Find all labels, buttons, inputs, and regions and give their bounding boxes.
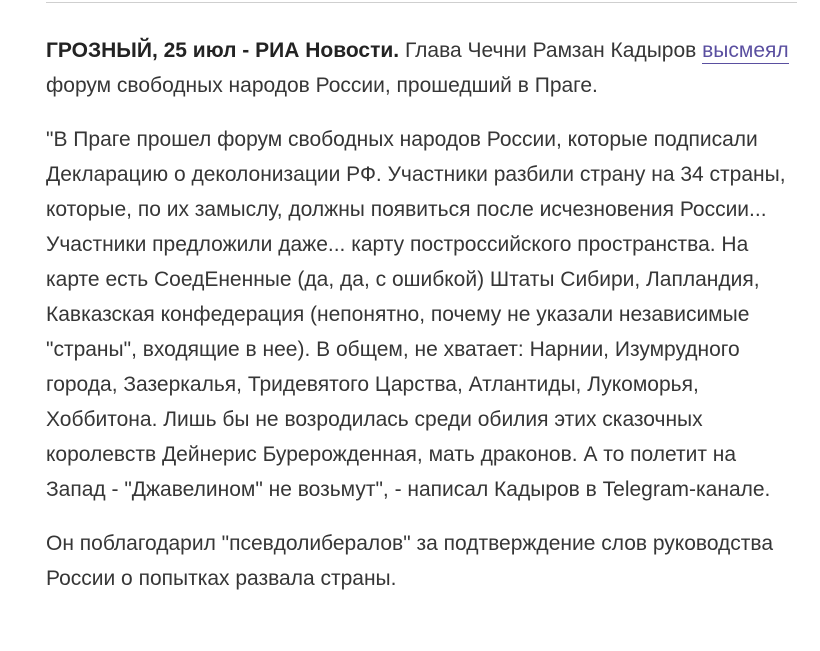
lead-paragraph — [46, 33, 798, 103]
inline-link-mocked[interactable]: высмеял — [702, 39, 789, 62]
dateline: ГРОЗНЫЙ, 25 июл - РИА Новости. — [46, 39, 400, 62]
lead-text-after-link: форум свободных народов России, прошедший в Праге. — [46, 74, 598, 97]
lead-text-before-link: Глава Чечни Рамзан Кадыров — [399, 39, 703, 62]
closing-paragraph: Он поблагодарил "псевдолибералов" за подтверждение слов руководства России о попытках развала страны. — [46, 532, 774, 590]
top-divider — [46, 2, 797, 3]
article-body — [46, 33, 798, 615]
quote-paragraph: "В Праге прошел форум свободных народов России, которые подписали Декларацию о деколонизации РФ. Участники разбили страну на 34 страны, которые, по их замыслу, должны появиться после исчезновения России... Участники предложили даже... карту построссийского пространства. На карте есть СоедЕненные (да, да, с ошибкой) Штаты Сибири, Лапландия, Кавказская конфедерация (непонятно, почему не указали независимые "страны", входящие в нее). В общем, не хватает: Нарнии, Изумрудного города, Зазеркалья, Тридевятого Царства, Атлантиды, Лукоморья, Хоббитона. Лишь бы не возродилась среди обилия этих сказочных королевств Дейнерис Бурерожденная, мать драконов. А то полетит на Запад - "Джавелином" не возьмут", - написал Кадыров в Telegram-канале. — [46, 128, 786, 501]
